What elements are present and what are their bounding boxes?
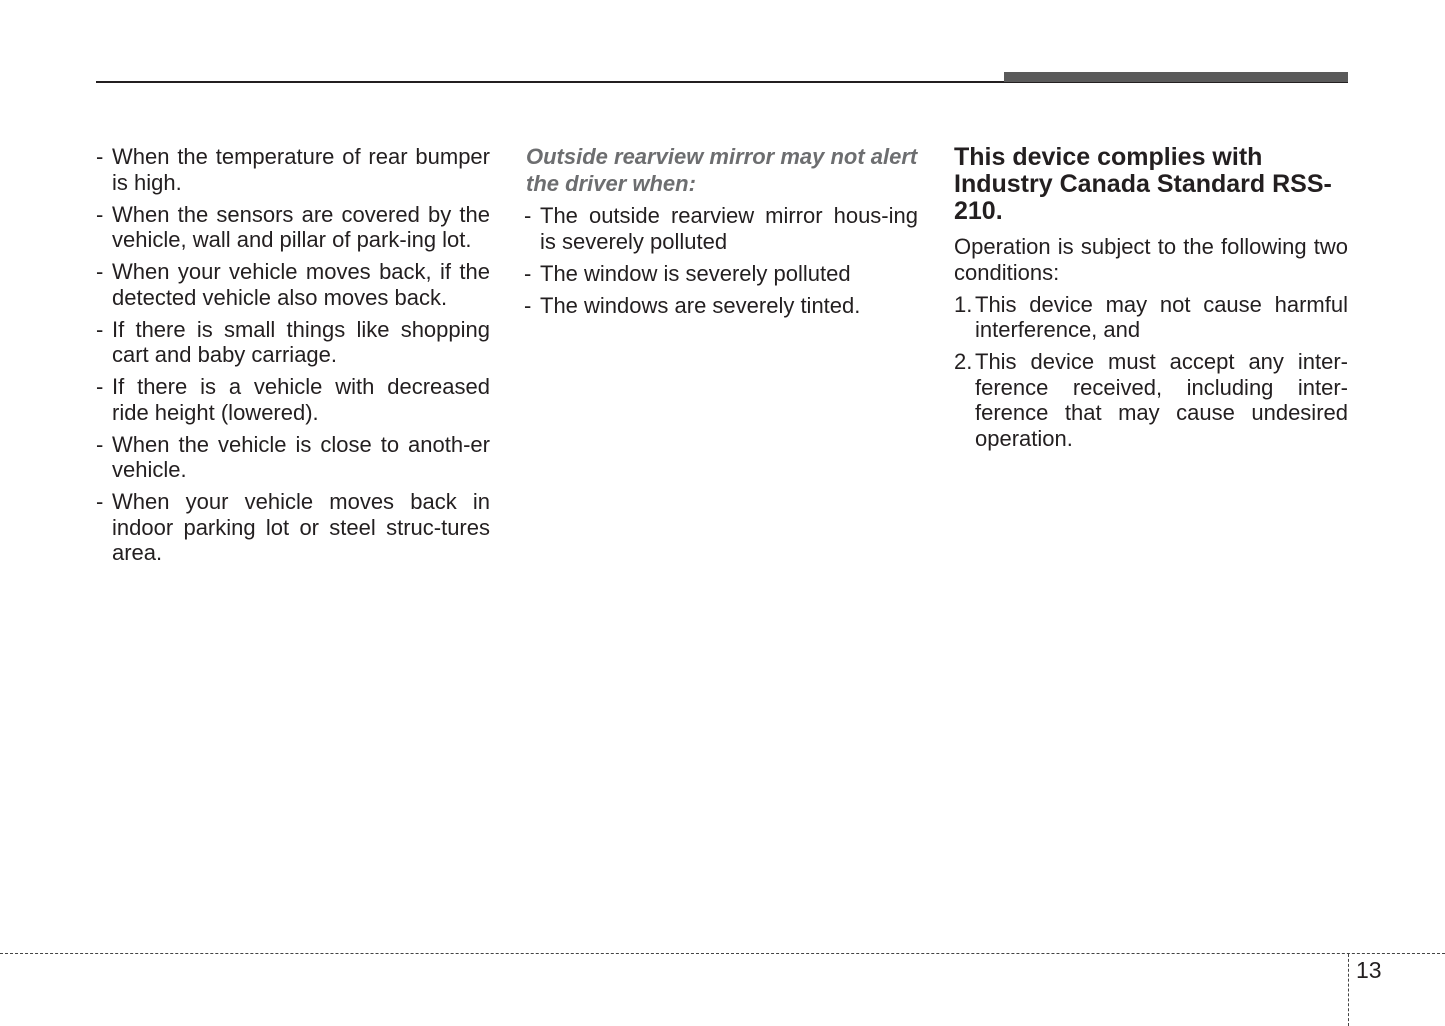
list-number: 2.: [954, 349, 973, 374]
list-item: [954, 349, 1348, 451]
conditions-list: [96, 144, 490, 566]
compliance-conditions-list: [954, 292, 1348, 452]
header-bar: [1004, 72, 1348, 82]
list-item: - If there is a vehicle with decreased ride height (lowered).: [96, 374, 490, 425]
column-left: [96, 144, 490, 572]
footer-dashed-divider: [1348, 954, 1349, 1026]
compliance-paragraph: Operation is subject to the following two conditions:: [954, 234, 1348, 285]
list-item: - When your vehicle moves back, if the detected vehicle also moves back.: [96, 259, 490, 310]
list-item: - When your vehicle moves back in indoor parking lot or steel struc-tures area.: [96, 489, 490, 566]
list-item: - The window is severely polluted: [524, 261, 918, 287]
list-text: This device may not cause harmful interference, and: [975, 291, 1348, 342]
list-item: [954, 292, 1348, 343]
list-item: - When the vehicle is close to anoth-er vehicle.: [96, 432, 490, 483]
list-item: - When the sensors are covered by the vehicle, wall and pillar of park-ing lot.: [96, 202, 490, 253]
list-number: 1.: [954, 291, 973, 317]
mirror-conditions-list: [524, 203, 918, 318]
list-item: - The outside rearview mirror hous-ing is severely polluted: [524, 203, 918, 254]
list-item: - The windows are severely tinted.: [524, 293, 918, 319]
page-number: 13: [1356, 957, 1382, 983]
column-right: [954, 144, 1348, 458]
list-text: This device must accept any inter-ference received, including inter-ference that may cause undesired operation.: [975, 349, 1348, 451]
list-item: - When the temperature of rear bumper is high.: [96, 144, 490, 195]
compliance-heading: This device complies with Industry Canada Standard RSS-210.: [954, 143, 1332, 225]
mirror-heading: Outside rearview mirror may not alert the driver when:: [526, 144, 918, 196]
footer-dashed-rule: [0, 953, 1445, 954]
list-item: - If there is small things like shopping cart and baby carriage.: [96, 317, 490, 368]
column-middle: [524, 144, 918, 325]
